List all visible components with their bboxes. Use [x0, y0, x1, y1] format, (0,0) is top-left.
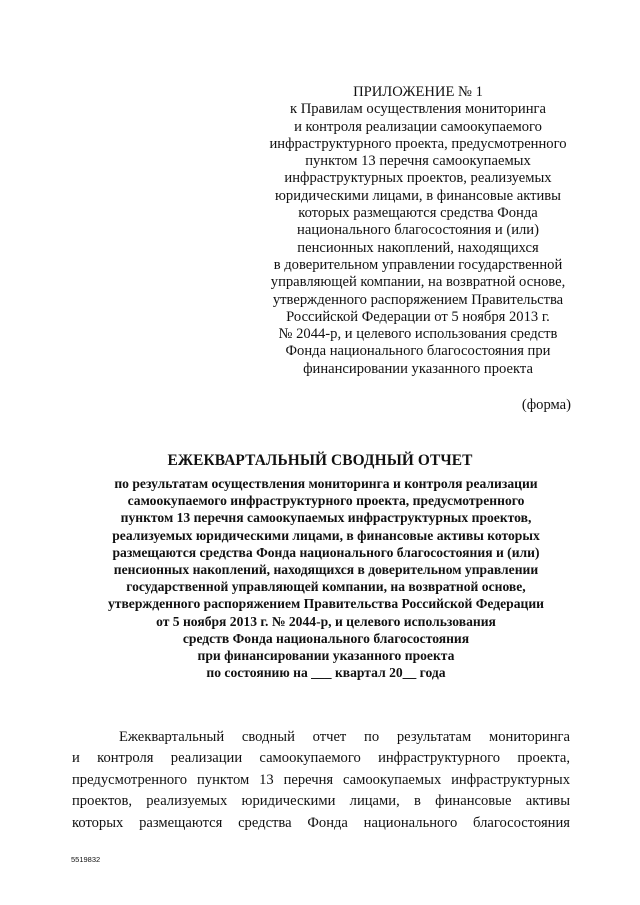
appendix-line: инфраструктурного проекта, предусмотренного: [269, 135, 567, 152]
appendix-title: ПРИЛОЖЕНИЕ № 1: [353, 84, 483, 100]
appendix-line: № 2044-р, и целевого использования средств: [278, 326, 558, 343]
subtitle-line: по состоянию на ___ квартал 20__ года: [206, 665, 446, 681]
subtitle-line: пенсионных накоплений, находящихся в доверительном управлении: [113, 562, 539, 578]
subtitle-line: утвержденного распоряжением Правительства Российской Федерации: [107, 596, 545, 612]
subtitle-line: государственной управляющей компании, на возвратной основе,: [126, 579, 526, 595]
appendix-line: инфраструктурных проектов, реализуемых: [284, 170, 552, 187]
subtitle-line: размещаются средства Фонда национального благосостояния и (или): [112, 544, 540, 560]
body-line: предусмотренного пунктом 13 перечня самоокупаемых инфраструктурных: [72, 771, 570, 788]
subtitle-line: пунктом 13 перечня самоокупаемых инфраструктурных проектов,: [120, 510, 532, 526]
appendix-line: пенсионных накоплений, находящихся: [297, 239, 539, 256]
appendix-line: к Правилам осуществления мониторинга: [289, 101, 547, 118]
subtitle-line: средств Фонда национального благосостояния: [182, 630, 470, 646]
report-title: ЕЖЕКВАРТАЛЬНЫЙ СВОДНЫЙ ОТЧЕТ: [167, 452, 473, 469]
body-paragraph: [72, 727, 570, 834]
subtitle-line: реализуемых юридическими лицами, в финансовые активы которых: [112, 527, 540, 543]
appendix-line: пунктом 13 перечня самоокупаемых: [305, 153, 531, 170]
appendix-line: юридическими лицами, в финансовые активы: [275, 187, 561, 204]
appendix-line: и контроля реализации самоокупаемого: [294, 118, 542, 135]
subtitle-line: самоокупаемого инфраструктурного проекта, предусмотренного: [127, 493, 525, 509]
body-line: проектов, реализуемых юридическими лицами, в финансовые активы: [72, 793, 570, 810]
appendix-line: которых размещаются средства Фонда: [298, 205, 538, 222]
body-line: которых размещаются средства Фонда национального благосостояния: [72, 814, 570, 831]
appendix-header: [256, 84, 580, 378]
appendix-line: Российской Федерации от 5 ноября 2013 г.: [286, 308, 550, 325]
body-line: Ежеквартальный сводный отчет по результатам мониторинга: [119, 729, 570, 745]
appendix-line: в доверительном управлении государственной: [273, 256, 563, 273]
appendix-line: национального благосостояния и (или): [297, 222, 539, 239]
subtitle-line: при финансировании указанного проекта: [197, 648, 455, 664]
form-label: (форма): [521, 397, 571, 413]
subtitle-line: по результатам осуществления мониторинга и контроля реализации: [114, 476, 538, 491]
subtitle-line: от 5 ноября 2013 г. № 2044-р, и целевого использования: [156, 613, 496, 629]
appendix-line: управляющей компании, на возвратной основе,: [270, 274, 566, 291]
document-number: 5519832: [71, 855, 101, 864]
appendix-line: утвержденного распоряжением Правительства: [272, 291, 564, 308]
body-line: и контроля реализации самоокупаемого инфраструктурного проекта,: [72, 750, 570, 767]
appendix-line: Фонда национального благосостояния при: [285, 343, 551, 360]
report-subtitle: [0, 475, 640, 681]
appendix-line: финансировании указанного проекта: [303, 360, 533, 377]
